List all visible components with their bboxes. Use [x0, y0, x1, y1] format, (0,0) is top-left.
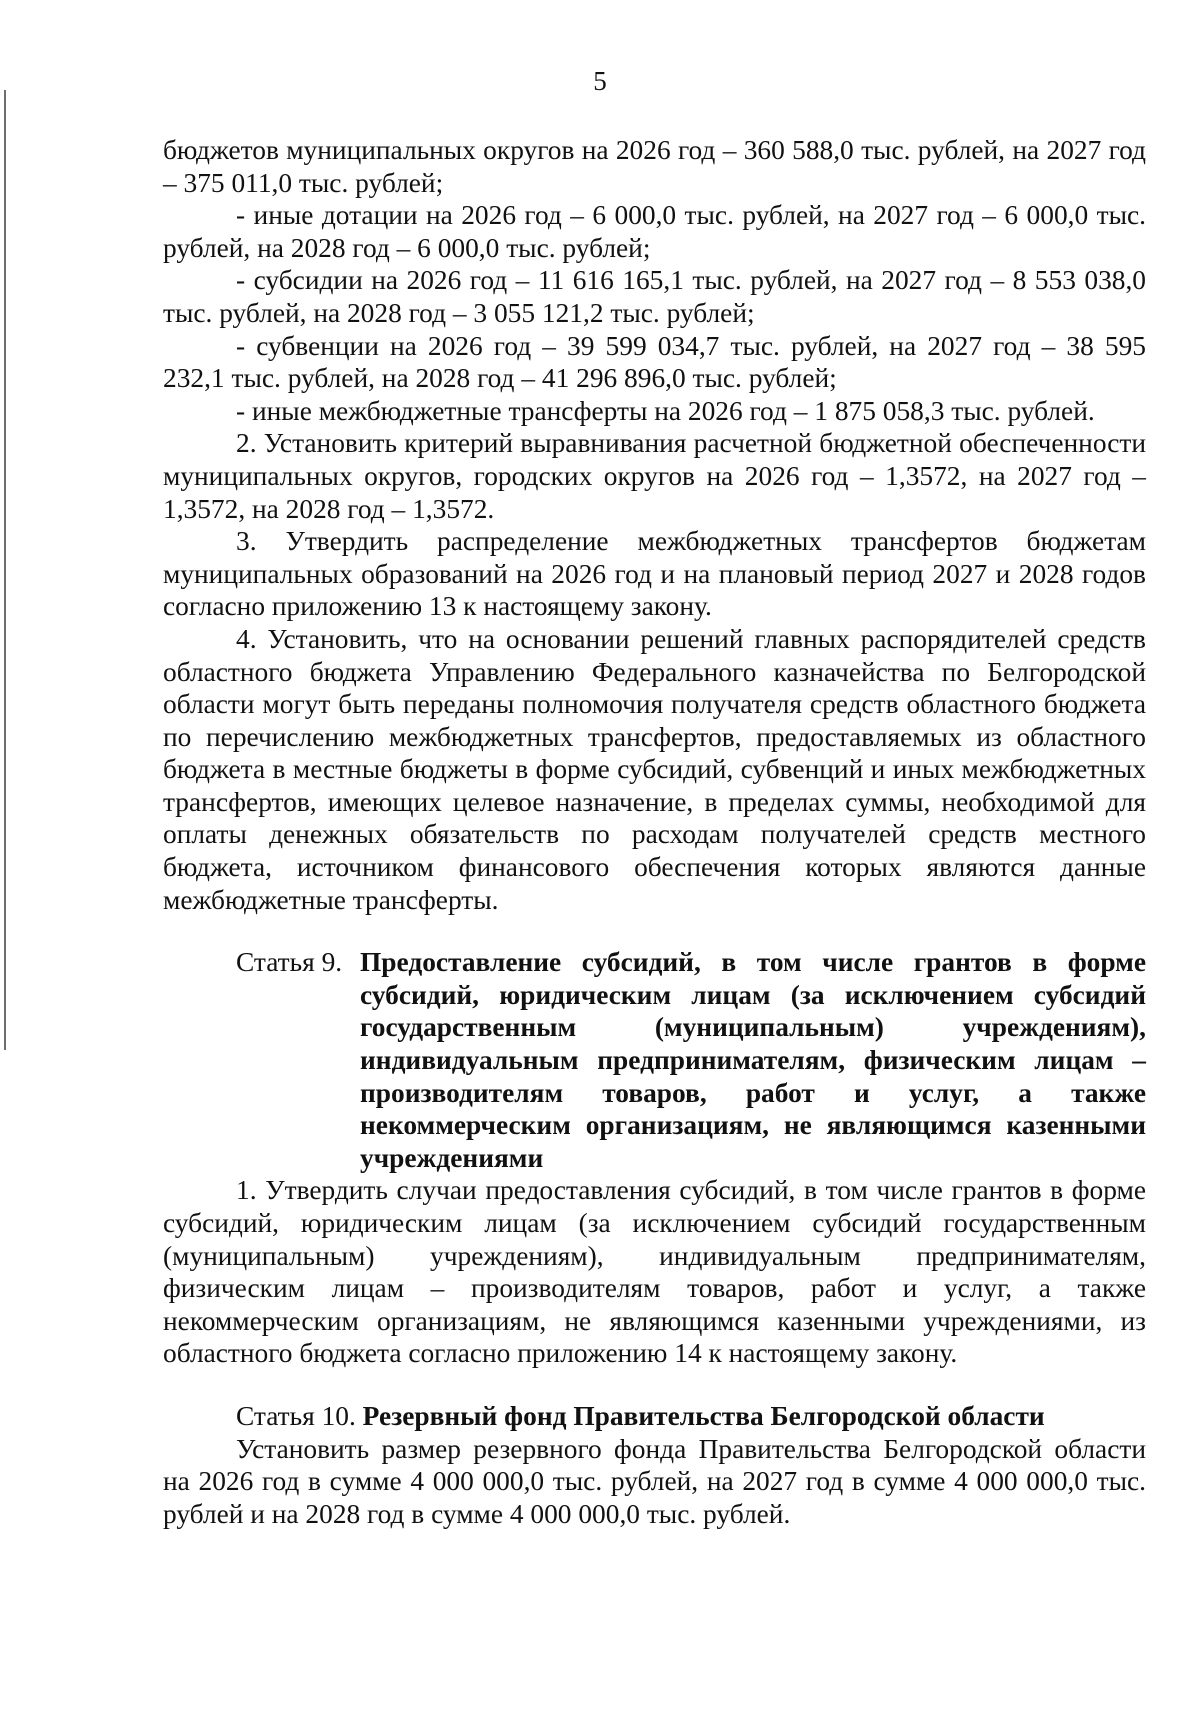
article-10-heading [163, 1400, 1146, 1433]
paragraph-clause-3: 3. Утвердить распределение межбюджетных трансфертов бюджетам муниципальных образований на 2026 год и на плановый период 2027 и 2028 годов согласно приложению 13 к настоящему закону. [163, 526, 1146, 622]
paragraph-subventions: - субвенции на 2026 год – 39 599 034,7 тыс. рублей, на 2027 год – 38 595 232,1 тыс. рублей, на 2028 год – 41 296 896,0 тыс. рублей; [163, 330, 1146, 394]
paragraph-clause-4: 4. Установить, что на основании решений главных распорядителей средств областного бюджета Управлению Федерального казначейства по Белгородской области могут быть переданы полномочия получателя средств областного бюджета по перечислению межбюджетных трансфертов, предоставляемых из областного бюджета в местные бюджеты в форме субсидий, субвенций и иных межбюджетных трансфертов, имеющих целевое назначение, в пределах суммы, необходимой для оплаты денежных обязательств по расходам получателей средств местного бюджета, источником финансового обеспечения которых являются данные межбюджетные трансферты. [163, 623, 1146, 915]
paragraph-other-subsidies: - иные дотации на 2026 год – 6 000,0 тыс. рублей, на 2027 год – 6 000,0 тыс. рублей, на 2028 год – 6 000,0 тыс. рублей; [163, 200, 1146, 263]
section-gap [163, 916, 1146, 946]
article-9-label: Статья 9. [236, 947, 343, 978]
article-9-body: 1. Утвердить случаи предоставления субсидий, в том числе грантов в форме субсидий, юридическим лицам (за исключением субсидий государственным (муниципальным) учреждениям), индивидуальным предпринимателям, физическим лицам – производителям товаров, работ и услуг, а также некоммерческим организациям, не являющимся казенными учреждениями, из областного бюджета согласно приложению 14 к настоящему закону. [163, 1175, 1146, 1369]
article-9-heading [163, 946, 1146, 1174]
scan-edge-line [4, 90, 6, 1050]
page-number: 5 [593, 66, 607, 96]
paragraph-other-transfers: - иные межбюджетные трансферты на 2026 год – 1 875 058,3 тыс. рублей. [236, 395, 1095, 426]
section-gap [163, 1370, 1146, 1400]
article-10-label: Статья 10. [236, 1400, 356, 1431]
paragraph-budget-okrugs: бюджетов муниципальных округов на 2026 год – 360 588,0 тыс. рублей, на 2027 год – 375 011,0 тыс. рублей; [163, 135, 1146, 198]
article-10-title: Резервный фонд Правительства Белгородской области [362, 1400, 1045, 1431]
document-body [163, 134, 1146, 1530]
paragraph-subsidies: - субсидии на 2026 год – 11 616 165,1 тыс. рублей, на 2027 год – 8 553 038,0 тыс. рублей, на 2028 год – 3 055 121,2 тыс. рублей; [163, 265, 1146, 328]
paragraph-clause-2: 2. Установить критерий выравнивания расчетной бюджетной обеспеченности муниципальных округов, городских округов на 2026 год – 1,3572, на 2027 год – 1,3572, на 2028 год – 1,3572. [163, 428, 1146, 524]
article-10-body: Установить размер резервного фонда Правительства Белгородской области на 2026 год в сумме 4 000 000,0 тыс. рублей, на 2027 год в сумме 4 000 000,0 тыс. рублей и на 2028 год в сумме 4 000 000,0 тыс. рублей. [163, 1433, 1146, 1529]
article-9-title: Предоставление субсидий, в том числе грантов в форме субсидий, юридическим лицам (за исключением субсидий государственным (муниципальным) учреждениям), индивидуальным предпринимателям, физическим лицам – производителям товаров, работ и услуг, а также некоммерческим организациям, не являющимся казенными учреждениями [360, 947, 1146, 1173]
